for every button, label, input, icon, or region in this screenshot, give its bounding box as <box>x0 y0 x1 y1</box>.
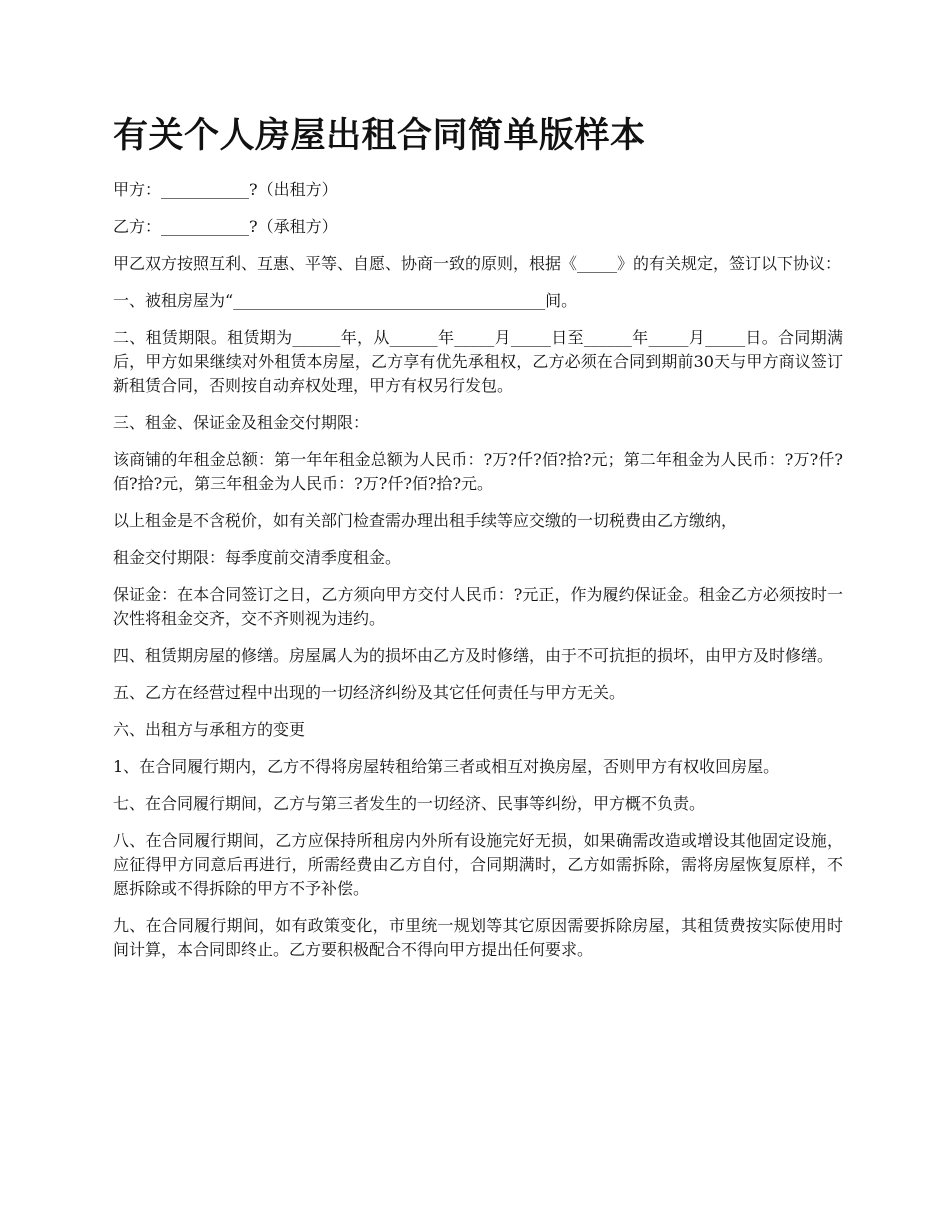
clause-3-deposit: 保证金：在本合同签订之日，乙方须向甲方交付人民币：?元正，作为履约保证金。租金乙方必须按时一次性将租金交齐，交不齐则视为违约。 <box>113 585 843 628</box>
clause-5-liability: 五、乙方在经营过程中出现的一切经济纠纷及其它任何责任与甲方无关。 <box>113 683 626 702</box>
document-title: 有关个人房屋出租合同简单版样本 <box>113 116 646 156</box>
clause-6-heading: 六、出租方与承租方的变更 <box>113 720 306 739</box>
clause-6-item-1: 1、在合同履行期内，乙方不得将房屋转租给第三者或相互对换房屋，否则甲方有权收回房屋。 <box>113 757 780 776</box>
clause-9-termination: 九、在合同履行期间，如有政策变化，市里统一规划等其它原因需要拆除房屋，其租赁费按实际使用时间计算，本合同即终止。乙方要积极配合不得向甲方提出任何要求。 <box>113 916 843 959</box>
party-b-line: 乙方：___________?（承租方） <box>113 217 338 236</box>
clause-3-annual-rent: 该商铺的年租金总额：第一年年租金总额为人民币：?万?仟?佰?拾?元；第二年租金为人民币：?万?仟?佰?拾?元，第三年租金为人民币：?万?仟?佰?拾?元。 <box>113 450 843 493</box>
party-a-line: 甲方：___________?（出租方） <box>113 180 338 199</box>
clause-7-disputes: 七、在合同履行期间，乙方与第三者发生的一切经济、民事等纠纷，甲方概不负责。 <box>113 794 706 813</box>
preamble-paragraph: 甲乙双方按照互利、互惠、平等、自愿、协商一致的原则，根据《_____》的有关规定，签订以下协议： <box>113 254 842 273</box>
clause-3-tax-note: 以上租金是不含税价，如有关部门检查需办理出租手续等应交缴的一切税费由乙方缴纳， <box>113 511 738 530</box>
clause-3-payment-period: 租金交付期限：每季度前交清季度租金。 <box>113 548 402 567</box>
clause-1-premises: 一、被租房屋为“_______________________________________间。 <box>113 291 578 310</box>
clause-3-heading: 三、租金、保证金及租金交付期限： <box>113 413 370 432</box>
clause-4-repairs: 四、租赁期房屋的修缮。房屋属人为的损坏由乙方及时修缮，由于不可抗拒的损坏，由甲方及时修缮。 <box>113 646 834 665</box>
document-body <box>113 178 843 975</box>
clause-2-lease-term: 二、租赁期限。租赁期为______年，从______年_____月_____日至______年_____月_____日。合同期满后，甲方如果继续对外租赁本房屋，乙方享有优先承租权，乙方必须在合同到期前30天与甲方商议签订新租赁合同，否则按自动弃权处理，甲方有权另行发包。 <box>113 328 843 395</box>
clause-8-facilities: 八、在合同履行期间，乙方应保持所租房内外所有设施完好无损，如果确需改造或增设其他固定设施，应征得甲方同意后再进行，所需经费由乙方自付，合同期满时，乙方如需拆除，需将房屋恢复原样，不愿拆除或不得拆除的甲方不予补偿。 <box>113 831 843 898</box>
